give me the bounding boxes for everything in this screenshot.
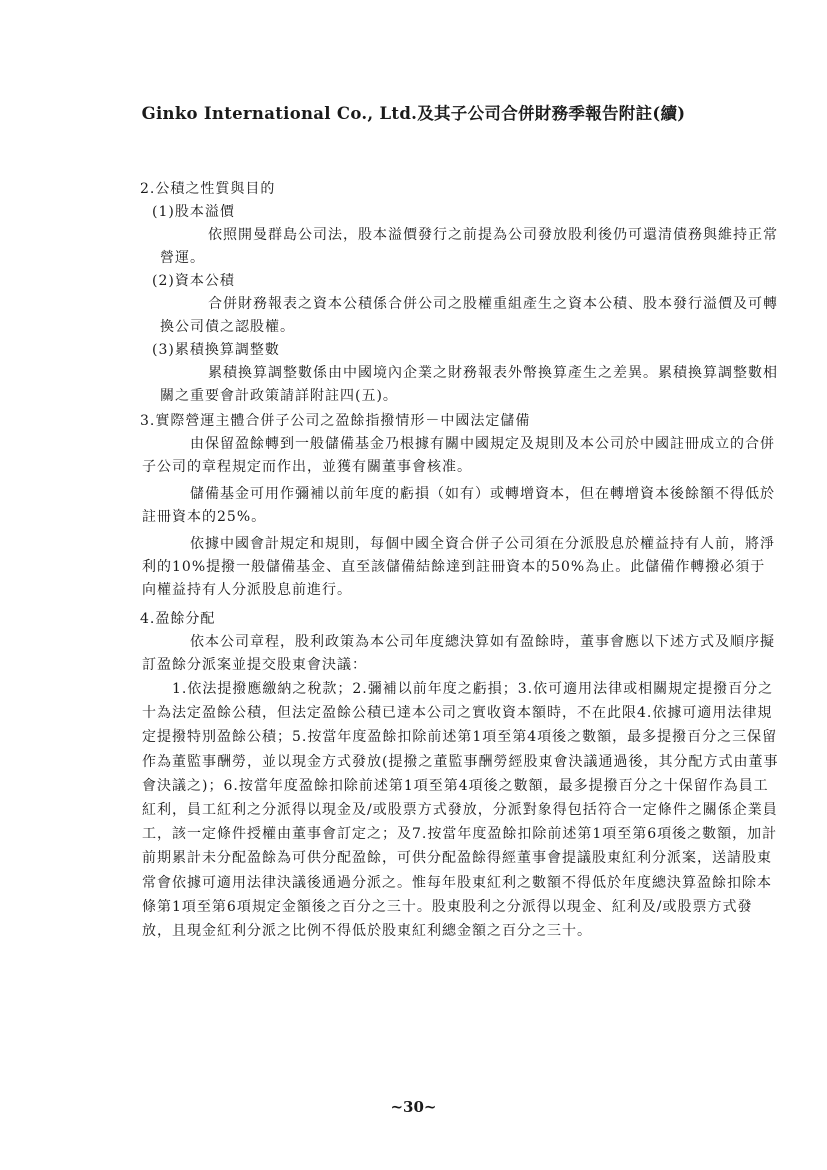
page-header-title: Ginko International Co., Ltd.及其子公司合併財務季報告附註(續) [141, 104, 686, 123]
section-2-item-1-body: 依照開曼群島公司法，股本溢價發行之前提為公司發放股利後仍可還清債務與維持正常營運。 [160, 227, 778, 266]
section-2-item-2-heading: (2)資本公積 [152, 273, 235, 289]
section-2-item-1-heading: (1)股本溢價 [152, 204, 235, 220]
section-2-item-2-body: 合併財務報表之資本公積係合併公司之股權重組產生之資本公積、股本發行溢價及可轉換公司債之認股權。 [160, 296, 778, 335]
notes-content [140, 178, 780, 943]
section-2-item-3-heading: (3)累積換算調整數 [152, 342, 280, 358]
page-number: ~30~ [390, 1098, 437, 1116]
section-3-heading: 3.實際營運主體合併子公司之盈餘指撥情形－中國法定儲備 [140, 413, 531, 429]
section-4-intro: 依本公司章程，股利政策為本公司年度總決算如有盈餘時，董事會應以下述方式及順序擬訂盈餘分派案並提交股東會決議： [142, 634, 775, 673]
section-4-heading: 4.盈餘分配 [140, 611, 216, 627]
section-4-distribution-list: 1.依法提撥應繳納之稅款；2.彌補以前年度之虧損；3.依可適用法律或相關規定提撥百分之十為法定盈餘公積，但法定盈餘公積已達本公司之實收資本額時，不在此限4.依據可適用法律規定提撥特別盈餘公積；5.按當年度盈餘扣除前述第1項至第4項後之數額，最多提撥百分之三保留作為董監事酬勞，並以現金方式發放(提撥之董監事酬勞經股東會決議通過後，其分配方式由董事會決議之)；6.按當年度盈餘扣除前述第1項至第4項後之數額，最多提撥百分之十保留作為員工紅利，員工紅利之分派得以現金及/或股票方式發放，分派對象得包括符合一定條件之關係企業員工，該一定條件授權由董事會訂定之；及7.按當年度盈餘扣除前述第1項至第6項後之數額，加計前期累計未分配盈餘為可供分配盈餘，可供分配盈餘得經董事會提議股東紅利分派案，送請股東常會依據可適用法律決議後通過分派之。惟每年股東紅利之數額不得低於年度總決算盈餘扣除本條第1項至第6項規定金額後之百分之三十。股東股利之分派得以現金、紅利及/或股票方式發放，且現金紅利分派之比例不得低於股東紅利總金額之百分之三十。 [142, 681, 779, 940]
section-3-paragraph-2: 儲備基金可用作彌補以前年度的虧損（如有）或轉增資本，但在轉增資本後餘額不得低於註冊資本的25%。 [142, 486, 775, 525]
section-2-item-3-body: 累積換算調整數係由中國境內企業之財務報表外幣換算產生之差異。累積換算調整數相關之重要會計政策請詳附註四(五)。 [160, 365, 778, 404]
section-3-paragraph-1: 由保留盈餘轉到一般儲備基金乃根據有關中國規定及規則及本公司於中國註冊成立的合併子公司的章程規定而作出，並獲有關董事會核准。 [142, 436, 775, 475]
section-3-paragraph-3: 依據中國會計規定和規則，每個中國全資合併子公司須在分派股息於權益持有人前，將淨利的10%提撥一般儲備基金、直至該儲備結餘達到註冊資本的50%為止。此儲備作轉撥必須于向權益持有人分派股息前進行。 [142, 536, 775, 598]
section-2-heading: 2.公積之性質與目的 [140, 181, 276, 197]
